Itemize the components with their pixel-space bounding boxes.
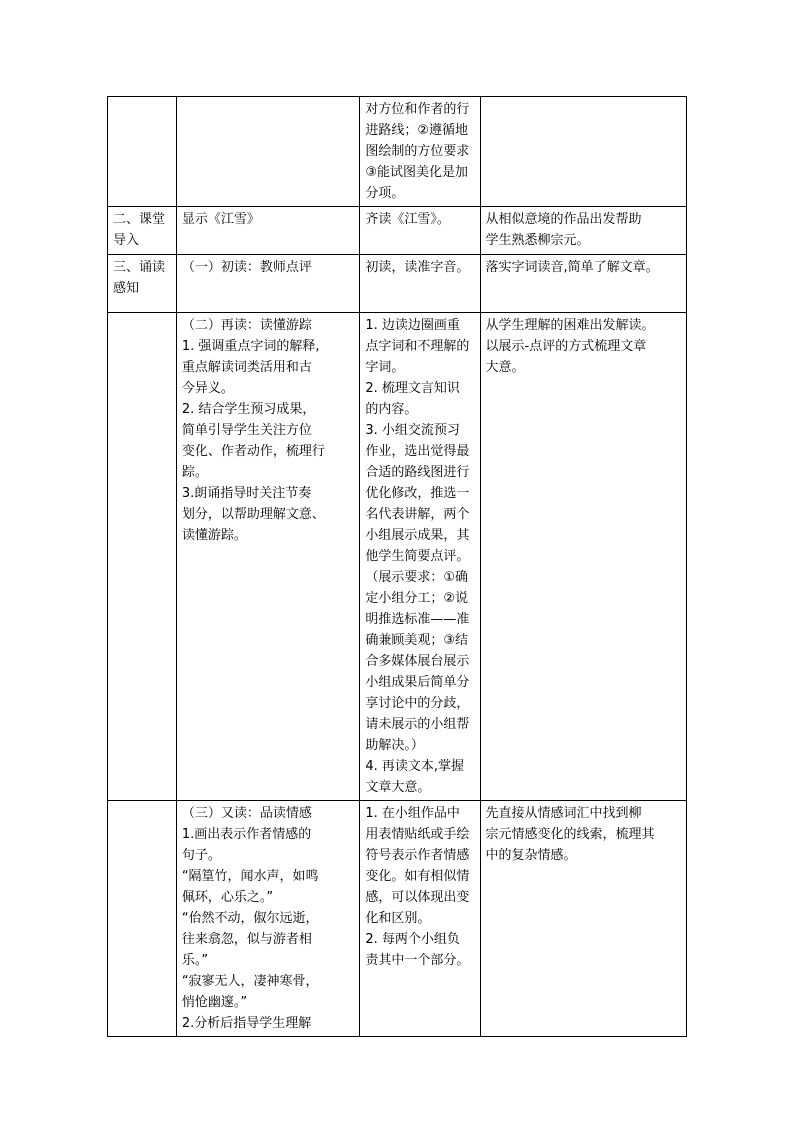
- cell-text-line: 1. 边读边圈画重: [365, 318, 460, 333]
- cell-text-line: 导入: [113, 233, 140, 248]
- cell-text-line: 显示《江雪》: [181, 212, 260, 227]
- stage-cell: [108, 313, 177, 801]
- cell-text-line: 划分，以帮助理解文意、: [181, 507, 325, 522]
- student-activity-cell: [360, 255, 480, 313]
- cell-text-line: 享讨论中的分歧，: [365, 696, 470, 711]
- cell-text-line: 文章大意。: [365, 780, 431, 795]
- cell-text-line: 重点解读词类活用和古: [181, 360, 312, 375]
- cell-text-line: 大意。: [485, 360, 525, 375]
- design-intent-cell: [480, 97, 687, 207]
- table-row: [108, 801, 687, 1037]
- cell-text-line: 化和区别。: [365, 911, 431, 926]
- cell-text-line: 从相似意境的作品出发帮助: [485, 212, 642, 227]
- design-intent-cell: [480, 255, 687, 313]
- cell-text-line: 变化、作者动作，梳理行: [181, 444, 325, 459]
- cell-text-line: 4. 再读文本,掌握: [365, 759, 465, 774]
- cell-text-line: 2. 每两个小组负: [365, 932, 460, 947]
- cell-text-line: 学生熟悉柳宗元。: [485, 233, 590, 248]
- cell-text-line: 点字词和不理解的: [365, 339, 470, 354]
- cell-text-line: 简单引导学生关注方位: [181, 423, 312, 438]
- cell-text-line: 齐读《江雪》。: [365, 212, 450, 227]
- cell-text-line: 3.朗诵指导时关注节奏: [181, 486, 312, 501]
- cell-text-line: 小组展示成果，其: [365, 528, 470, 543]
- cell-text-line: 符号表示作者情感: [365, 848, 470, 863]
- cell-text-line: 初读，读准字音。: [365, 260, 470, 275]
- table-row: [108, 97, 687, 207]
- design-intent-cell: [480, 801, 687, 1037]
- lesson-plan-table: [107, 96, 687, 1037]
- cell-text-line: 今异义。: [181, 381, 234, 396]
- stage-cell: [108, 97, 177, 207]
- cell-text-line: “佁然不动，俶尔远逝，: [181, 911, 319, 926]
- cell-text-line: 小组成果后简单分: [365, 675, 470, 690]
- cell-text-line: 责其中一个部分。: [365, 953, 470, 968]
- teacher-activity-cell: [176, 801, 360, 1037]
- cell-text-line: 分项。: [365, 186, 405, 201]
- cell-text-line: 名代表讲解，两个: [365, 507, 470, 522]
- table-row: [108, 255, 687, 313]
- cell-text-line: 以展示-点评的方式梳理文章: [485, 339, 647, 354]
- cell-text-line: 定小组分工；②说: [365, 591, 468, 606]
- cell-text-line: 1.画出表示作者情感的: [181, 827, 312, 842]
- student-activity-cell: [360, 97, 480, 207]
- cell-text-line: 他学生简要点评。: [365, 549, 470, 564]
- cell-text-line: （二）再读：读懂游踪: [181, 318, 312, 333]
- cell-text-line: ③能试图美化是加: [365, 165, 468, 180]
- cell-text-line: （一）初读：教师点评: [181, 260, 312, 275]
- cell-text-line: 三、诵读: [113, 260, 166, 275]
- cell-text-line: 的内容。: [365, 402, 418, 417]
- table-row: [108, 207, 687, 255]
- teacher-activity-cell: [176, 97, 360, 207]
- cell-text-line: 乐。”: [181, 953, 209, 968]
- cell-text-line: 往来翕忽，似与游者相: [181, 932, 312, 947]
- cell-text-line: （展示要求：①确: [365, 570, 468, 585]
- stage-cell: [108, 207, 177, 255]
- cell-text-line: 助解决。）: [365, 738, 424, 753]
- cell-text-line: 作业，选出觉得最: [365, 444, 470, 459]
- cell-text-line: 2. 梳理文言知识: [365, 381, 460, 396]
- cell-text-line: 合多媒体展台展示: [365, 654, 470, 669]
- cell-text-line: 合适的路线图进行: [365, 465, 470, 480]
- cell-text-line: 1. 强调重点字词的解释,: [181, 339, 320, 354]
- student-activity-cell: [360, 207, 480, 255]
- student-activity-cell: [360, 313, 480, 801]
- cell-text-line: 进路线；②遵循地: [365, 123, 468, 138]
- cell-text-line: （三）又读：品读情感: [181, 806, 312, 821]
- cell-text-line: 落实字词读音,简单了解文章。: [485, 260, 659, 275]
- cell-text-line: 请未展示的小组帮: [365, 717, 470, 732]
- cell-text-line: 读懂游踪。: [181, 528, 247, 543]
- cell-text-line: 中的复杂情感。: [485, 848, 577, 863]
- cell-text-line: 感知: [113, 281, 140, 296]
- table-row: [108, 313, 687, 801]
- cell-text-line: 图绘制的方位要求: [365, 144, 470, 159]
- design-intent-cell: [480, 313, 687, 801]
- cell-text-line: 确兼顾美观；③结: [365, 633, 468, 648]
- student-activity-cell: [360, 801, 480, 1037]
- cell-text-line: 宗元情感变化的线索，梳理其: [485, 827, 655, 842]
- teacher-activity-cell: [176, 255, 360, 313]
- cell-text-line: 变化。如有相似情: [365, 869, 470, 884]
- design-intent-cell: [480, 207, 687, 255]
- cell-text-line: 踪。: [181, 465, 208, 480]
- cell-text-line: “隔篁竹，闻水声，如鸣: [181, 869, 319, 884]
- cell-text-line: 从学生理解的困难出发解读。: [485, 318, 655, 333]
- cell-text-line: 2.分析后指导学生理解: [181, 1016, 312, 1031]
- cell-text-line: 句子。: [181, 848, 221, 863]
- table-body: [108, 97, 687, 1037]
- cell-text-line: 先直接从情感词汇中找到柳: [485, 806, 642, 821]
- cell-text-line: 字词。: [365, 360, 405, 375]
- cell-text-line: 明推选标准——准: [365, 612, 470, 627]
- teacher-activity-cell: [176, 313, 360, 801]
- stage-cell: [108, 255, 177, 313]
- cell-text-line: 对方位和作者的行: [365, 102, 470, 117]
- stage-cell: [108, 801, 177, 1037]
- cell-text-line: 2. 结合学生预习成果，: [181, 402, 316, 417]
- cell-text-line: 3. 小组交流预习: [365, 423, 460, 438]
- cell-text-line: 佩环，心乐之。”: [181, 890, 274, 905]
- cell-text-line: 优化修改，推选一: [365, 486, 470, 501]
- cell-text-line: 1. 在小组作品中: [365, 806, 460, 821]
- cell-text-line: “寂寥无人，凄神寒骨，: [181, 974, 319, 989]
- cell-text-line: 悄怆幽邃。”: [181, 995, 248, 1010]
- cell-text-line: 用表情贴纸或手绘: [365, 827, 470, 842]
- teacher-activity-cell: [176, 207, 360, 255]
- cell-text-line: 感，可以体现出变: [365, 890, 470, 905]
- cell-text-line: 二、课堂: [113, 212, 166, 227]
